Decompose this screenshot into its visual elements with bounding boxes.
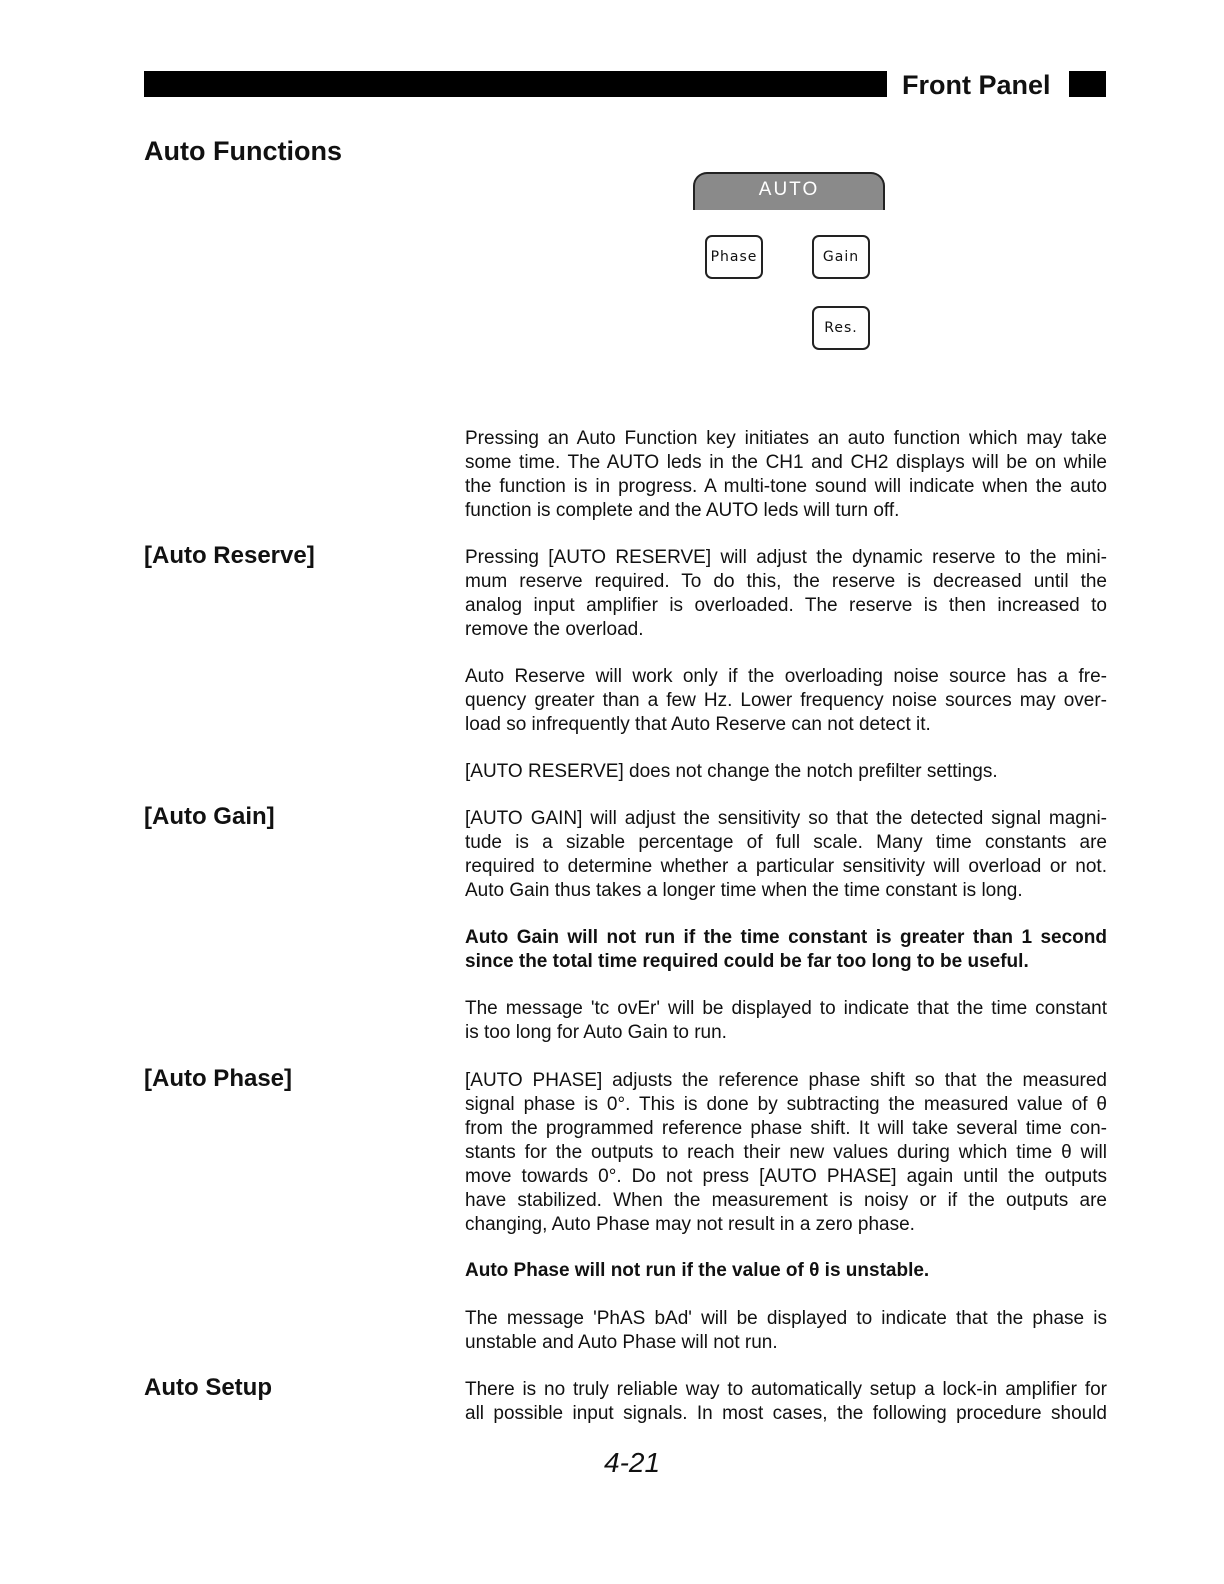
auto-gain-warning [465, 926, 1107, 974]
text-line: Auto Gain will not run if the time constant is greater than 1 second [465, 927, 1107, 948]
auto-reserve-paragraph-1 [465, 546, 1107, 642]
text-line: since the total time required could be far too long to be useful. [465, 951, 1029, 972]
auto-reserve-paragraph-2 [465, 665, 1107, 737]
text-line: stants for the outputs to reach their new values during which time θ will [465, 1142, 1107, 1163]
auto-setup-heading: Auto Setup [144, 1374, 272, 1401]
text-line: There is no truly reliable way to automatically setup a lock-in amplifier for [465, 1379, 1107, 1400]
auto-panel-label: AUTO [693, 172, 885, 210]
auto-gain-heading: [Auto Gain] [144, 803, 275, 830]
text-line: remove the overload. [465, 619, 644, 640]
text-line: [AUTO GAIN] will adjust the sensitivity so that the detected signal magni- [465, 808, 1107, 829]
section-title: Auto Functions [144, 136, 342, 166]
text-line: signal phase is 0°. This is done by subtracting the measured value of θ [465, 1094, 1107, 1115]
intro-paragraph [465, 427, 1107, 523]
header-bar [144, 71, 887, 97]
auto-phase-heading: [Auto Phase] [144, 1065, 293, 1092]
text-line: analog input amplifier is overloaded. The reserve is then increased to [465, 595, 1107, 616]
auto-phase-paragraph-1 [465, 1069, 1107, 1237]
text-line: some time. The AUTO leds in the CH1 and CH2 displays will be on while [465, 452, 1107, 473]
text-line: function is complete and the AUTO leds will turn off. [465, 500, 900, 521]
text-line: Auto Gain thus takes a longer time when the time constant is long. [465, 880, 1023, 901]
text-line: changing, Auto Phase may not result in a zero phase. [465, 1214, 915, 1235]
text-line: unstable and Auto Phase will not run. [465, 1332, 778, 1353]
text-line: the function is in progress. A multi-tone sound will indicate when the auto [465, 476, 1107, 497]
phase-key[interactable]: Phase [705, 235, 763, 279]
text-line: quency greater than a few Hz. Lower frequency noise sources may over- [465, 690, 1107, 711]
text-line: Auto Phase will not run if the value of θ is unstable. [465, 1260, 930, 1281]
reserve-key[interactable]: Res. [812, 306, 870, 350]
auto-gain-paragraph-2 [465, 997, 1107, 1045]
text-line: The message 'tc ovEr' will be displayed to indicate that the time constant [465, 998, 1107, 1019]
gain-key[interactable]: Gain [812, 235, 870, 279]
auto-phase-paragraph-2 [465, 1307, 1107, 1355]
auto-gain-paragraph-1 [465, 807, 1107, 903]
text-line: tude is a sizable percentage of full scale. Many time constants are [465, 832, 1107, 853]
auto-setup-paragraph-1 [465, 1378, 1107, 1426]
auto-reserve-paragraph-3 [465, 760, 1107, 784]
text-line: The message 'PhAS bAd' will be displayed to indicate that the phase is [465, 1308, 1107, 1329]
text-line: Auto Reserve will work only if the overloading noise source has a fre- [465, 666, 1107, 687]
header-title: Front Panel [902, 70, 1051, 100]
text-line: have stabilized. When the measurement is noisy or if the outputs are [465, 1190, 1107, 1211]
page-number: 4-21 [604, 1447, 661, 1478]
text-line: load so infrequently that Auto Reserve can not detect it. [465, 714, 931, 735]
text-line: [AUTO PHASE] adjusts the reference phase shift so that the measured [465, 1070, 1107, 1091]
header-block [1069, 71, 1106, 97]
text-line: Pressing [AUTO RESERVE] will adjust the dynamic reserve to the mini- [465, 547, 1107, 568]
text-line: from the programmed reference phase shift. It will take several time con- [465, 1118, 1107, 1139]
text-line: all possible input signals. In most cases, the following procedure should [465, 1403, 1107, 1424]
text-line: Pressing an Auto Function key initiates an auto function which may take [465, 428, 1107, 449]
auto-phase-warning [465, 1259, 1107, 1283]
text-line: move towards 0°. Do not press [AUTO PHASE] again until the outputs [465, 1166, 1107, 1187]
auto-reserve-heading: [Auto Reserve] [144, 542, 315, 569]
text-line: [AUTO RESERVE] does not change the notch prefilter settings. [465, 761, 998, 782]
text-line: mum reserve required. To do this, the reserve is decreased until the [465, 571, 1107, 592]
text-line: required to determine whether a particular sensitivity will overload or not. [465, 856, 1107, 877]
text-line: is too long for Auto Gain to run. [465, 1022, 727, 1043]
